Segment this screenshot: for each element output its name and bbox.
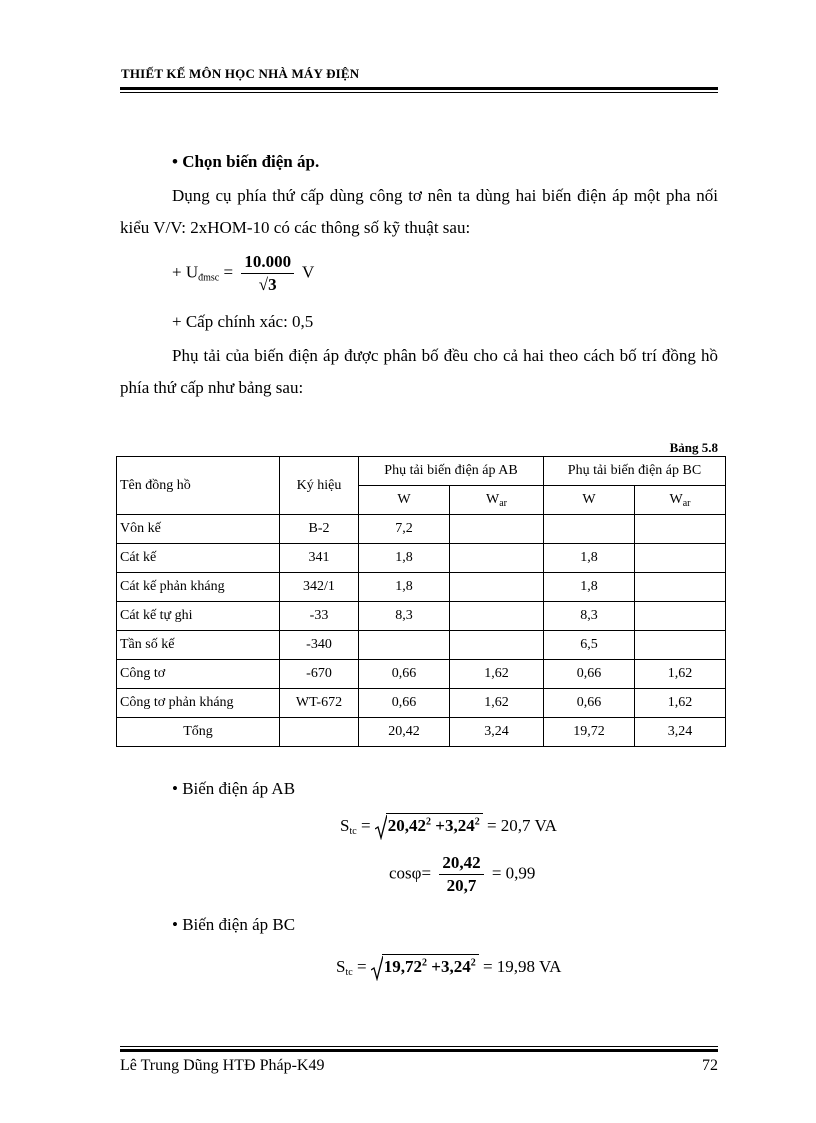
calc-ab-s-formula (340, 813, 557, 840)
cell-ab-var (450, 602, 544, 631)
cell-bc-var (635, 573, 726, 602)
table-header-row (117, 457, 726, 486)
table-row (117, 515, 726, 544)
table-row (117, 544, 726, 573)
accuracy-class: + Cấp chính xác: 0,5 (172, 312, 314, 331)
header-rule (120, 87, 718, 90)
table-total-row (117, 718, 726, 747)
cell-bc-w (544, 515, 635, 544)
calc-ab-title: Biến điện áp AB (182, 779, 296, 798)
cell-ab-w: 1,8 (359, 544, 450, 573)
udm-unit: V (302, 262, 315, 282)
paragraph-load-text: Phụ tải của biến điện áp được phân bố đều cho cả hai theo cách bố trí đồng hồ phía thứ cấp như bảng sau: (120, 346, 718, 397)
header-group-ab: Phụ tải biến điện áp AB (359, 457, 544, 486)
cell-name: Cát kế tự ghi (117, 602, 280, 631)
header-ab-wvar: $W_{ar}$ (450, 486, 544, 515)
header-ab-w: W (359, 486, 450, 515)
s-label: S (340, 816, 350, 835)
s-sub: tc (345, 967, 353, 978)
cell-ab-var: 3,24 (450, 718, 544, 747)
table-caption: Bảng 5.8 (669, 440, 718, 455)
calc-bc-title: Biến điện áp BC (182, 915, 296, 934)
cell-name: Tần số kế (117, 631, 280, 660)
paragraph-intro-text: Dụng cụ phía thứ cấp dùng công tơ nên ta dùng hai biến điện áp một pha nối kiểu V/V: 2xHOM-10 có các thông số kỹ thuật sau: (120, 186, 718, 237)
paragraph-intro (120, 180, 718, 244)
section-heading (172, 152, 319, 172)
cell-bc-var (635, 515, 726, 544)
footer-rule-thin (120, 1046, 718, 1047)
cell-ab-var (450, 573, 544, 602)
bullet: • (172, 915, 178, 934)
cell-symbol: -33 (280, 602, 359, 631)
bullet: • (172, 779, 178, 798)
cell-symbol (280, 718, 359, 747)
calc-bc-s-formula (336, 954, 561, 981)
s-label: S (336, 957, 346, 976)
calc-bc-heading (172, 915, 295, 935)
cell-symbol: B-2 (280, 515, 359, 544)
table-row (117, 573, 726, 602)
cell-bc-w: 19,72 (544, 718, 635, 747)
cell-bc-w: 0,66 (544, 660, 635, 689)
header-symbol: Ký hiệu (280, 457, 359, 515)
cell-symbol: -670 (280, 660, 359, 689)
cell-name: Công tơ (117, 660, 280, 689)
s-result: = 19,98 VA (482, 957, 562, 976)
header-title: THIẾT KẾ MÔN HỌC NHÀ MÁY ĐIỆN (121, 66, 360, 81)
udm-formula (172, 252, 314, 295)
cell-ab-var (450, 515, 544, 544)
cos-result: = 0,99 (491, 863, 536, 883)
cell-ab-w (359, 631, 450, 660)
radicand: $20,42^2 +3,24^2$ (386, 813, 483, 836)
section-heading-text: Chọn biến điện áp. (182, 152, 320, 171)
radicand: $19,72^2 +3,24^2$ (382, 954, 479, 977)
calc-ab-cos-formula (389, 853, 535, 896)
table-row (117, 689, 726, 718)
udm-prefix: + U (172, 262, 199, 282)
cell-bc-w: 8,3 (544, 602, 635, 631)
table-row (117, 631, 726, 660)
header-name: Tên đồng hồ (117, 457, 280, 515)
udm-numerator: 10.000 (241, 252, 294, 274)
cell-bc-w: 1,8 (544, 573, 635, 602)
cell-ab-w: 8,3 (359, 602, 450, 631)
cell-ab-w: 0,66 (359, 660, 450, 689)
header-rule-thin (120, 92, 718, 93)
cell-bc-var: 1,62 (635, 660, 726, 689)
cell-name: Tổng (117, 718, 280, 747)
table-row (117, 602, 726, 631)
s-eq: = (356, 957, 367, 976)
cell-bc-w: 6,5 (544, 631, 635, 660)
cell-ab-var: 1,62 (450, 689, 544, 718)
table-row (117, 660, 726, 689)
cell-bc-var (635, 631, 726, 660)
page-number: 72 (702, 1057, 718, 1074)
cell-ab-w: 20,42 (359, 718, 450, 747)
header-bc-wvar: $W_{ar}$ (635, 486, 726, 515)
s-sub: tc (349, 826, 357, 837)
udm-sub: đmsc (198, 272, 220, 284)
cell-bc-w: 0,66 (544, 689, 635, 718)
cell-ab-var (450, 631, 544, 660)
udm-denominator: √3 (258, 275, 277, 294)
footer-author: Lê Trung Dũng HTĐ Pháp-K49 (120, 1057, 325, 1074)
cell-ab-w: 1,8 (359, 573, 450, 602)
cell-symbol: WT-672 (280, 689, 359, 718)
bullet: • (172, 152, 178, 171)
cell-name: Vôn kế (117, 515, 280, 544)
cos-numerator: 20,42 (439, 853, 483, 875)
cell-ab-w: 7,2 (359, 515, 450, 544)
cell-symbol: 342/1 (280, 573, 359, 602)
cell-name: Công tơ phản kháng (117, 689, 280, 718)
udm-eq: = (223, 262, 234, 282)
load-table (116, 456, 726, 747)
s-eq: = (360, 816, 371, 835)
calc-ab-heading (172, 779, 295, 799)
cell-bc-var: 3,24 (635, 718, 726, 747)
cell-bc-var (635, 602, 726, 631)
cell-ab-var: 1,62 (450, 660, 544, 689)
cell-name: Cát kế phản kháng (117, 573, 280, 602)
cell-ab-var (450, 544, 544, 573)
s-result: = 20,7 VA (486, 816, 557, 835)
cos-denominator: 20,7 (446, 876, 477, 895)
cell-symbol: -340 (280, 631, 359, 660)
header-bc-w: W (544, 486, 635, 515)
header-group-bc: Phụ tải biến điện áp BC (544, 457, 726, 486)
cell-bc-w: 1,8 (544, 544, 635, 573)
paragraph-load (120, 340, 718, 404)
cell-symbol: 341 (280, 544, 359, 573)
cell-bc-var: 1,62 (635, 689, 726, 718)
footer-rule (120, 1049, 718, 1052)
cos-fraction (439, 853, 483, 896)
cell-ab-w: 0,66 (359, 689, 450, 718)
udm-fraction (241, 252, 294, 295)
cell-bc-var (635, 544, 726, 573)
cell-name: Cát kế (117, 544, 280, 573)
cos-label: cosφ= (389, 863, 432, 883)
